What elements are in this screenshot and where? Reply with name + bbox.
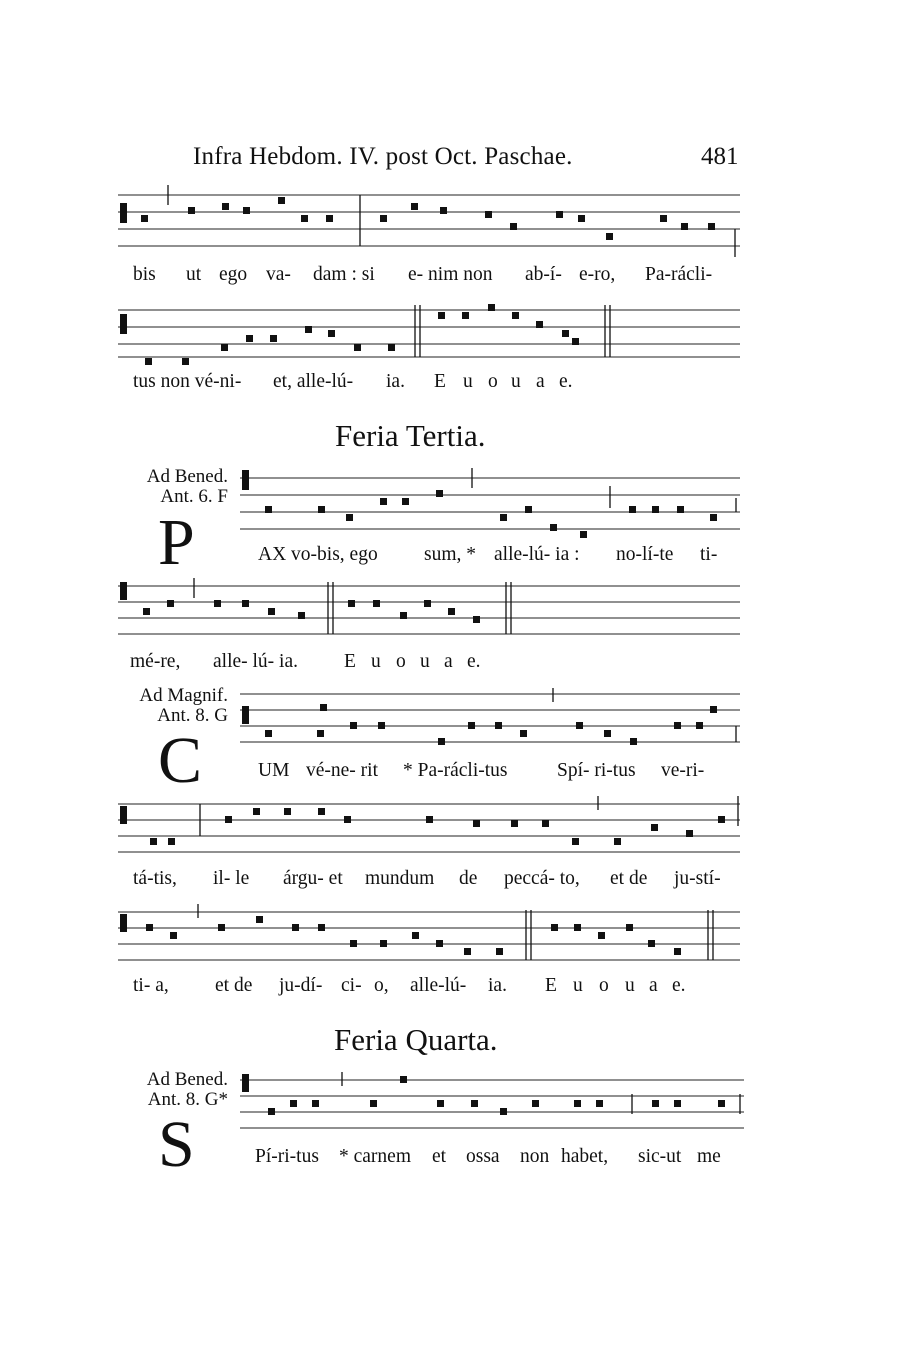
syllable: mé-re, [130, 651, 181, 672]
syllable: ia. [386, 371, 405, 392]
syllable: UM [258, 760, 290, 781]
syllable: a [536, 371, 545, 392]
syllable: va- [266, 264, 291, 285]
syllable: tus non vé-ni- [133, 371, 242, 392]
syllable: et, alle-lú- [273, 371, 354, 392]
chant-staff [118, 185, 740, 257]
syllable: et de [610, 868, 648, 889]
syllable: u [420, 651, 430, 672]
office-label: Ad Magnif. [139, 685, 228, 706]
syllable: no-lí-te [616, 544, 674, 565]
syllable: a [444, 651, 453, 672]
syllable: et [432, 1146, 447, 1167]
syllable: * Pa-rácli-tus [403, 760, 508, 781]
initial-letter: P [158, 506, 195, 579]
chant-staff [118, 300, 740, 372]
syllable: ego [219, 264, 248, 285]
syllable: et de [215, 975, 253, 996]
syllable: Pí-ri-tus [255, 1146, 319, 1167]
syllable: mundum [365, 868, 435, 889]
syllable: non [520, 1146, 550, 1167]
syllable: e. [672, 975, 686, 996]
chant-staff [118, 796, 740, 860]
syllable: ci- [341, 975, 362, 996]
syllable: o, [374, 975, 389, 996]
syllable: a [649, 975, 658, 996]
antiphon-label [118, 1070, 228, 1110]
syllable: sum, * [424, 544, 477, 565]
syllable: u [625, 975, 635, 996]
section-title: Feria Tertia. [335, 418, 486, 453]
mode-label: Ant. 8. G [157, 705, 228, 726]
chant-staff [240, 468, 740, 540]
syllable: o [488, 371, 498, 392]
syllable: AX vo-bis, ego [258, 544, 378, 565]
initial-letter: C [158, 724, 203, 797]
syllable: o [599, 975, 609, 996]
syllable: ti- a, [133, 975, 169, 996]
antiphon-label [118, 467, 228, 507]
syllable: peccá- to, [504, 868, 580, 889]
page-number: 481 [701, 143, 739, 170]
office-label: Ad Bened. [146, 1069, 228, 1090]
syllable: habet, [561, 1146, 609, 1167]
chant-staff [118, 904, 740, 964]
syllable: vé-ne- rit [306, 760, 379, 781]
syllable: ia. [488, 975, 507, 996]
chant-staff [118, 578, 740, 638]
office-label: Ad Bened. [146, 466, 228, 487]
syllable: tá-tis, [133, 868, 177, 889]
syllable: E [545, 975, 557, 996]
mode-label: Ant. 8. G* [147, 1089, 228, 1110]
syllable: u [511, 371, 521, 392]
syllable: ab-í- [525, 264, 562, 285]
syllable: ju-stí- [674, 868, 721, 889]
syllable: me [697, 1146, 721, 1167]
syllable: Spí- ri-tus [557, 760, 636, 781]
syllable: il- le [213, 868, 250, 889]
syllable: alle-lú- [410, 975, 467, 996]
syllable: dam : si [313, 264, 375, 285]
syllable: Pa-rácli- [645, 264, 713, 285]
syllable: * carnem [339, 1146, 412, 1167]
syllable: o [396, 651, 406, 672]
syllable: u [371, 651, 381, 672]
syllable: E [344, 651, 356, 672]
syllable: u [463, 371, 473, 392]
syllable: alle- lú- ia. [213, 651, 298, 672]
syllable: sic-ut [638, 1146, 682, 1167]
syllable: u [573, 975, 583, 996]
syllable: de [459, 868, 478, 889]
initial-letter: S [158, 1108, 195, 1181]
syllable: ut [186, 264, 202, 285]
syllable: ossa [466, 1146, 500, 1167]
syllable: alle-lú- ia : [494, 544, 580, 565]
syllable: e. [467, 651, 481, 672]
chant-staff [240, 1072, 744, 1134]
syllable: e- nim non [408, 264, 493, 285]
mode-label: Ant. 6. F [160, 486, 228, 507]
syllable: ti- [700, 544, 718, 565]
chant-staff [240, 688, 740, 748]
antiphon-label [118, 686, 228, 726]
syllable: e. [559, 371, 573, 392]
running-header: Infra Hebdom. IV. post Oct. Paschae. [193, 143, 573, 170]
syllable: ve-ri- [661, 760, 705, 781]
syllable: árgu- et [283, 868, 343, 889]
syllable: ju-dí- [279, 975, 323, 996]
section-title: Feria Quarta. [334, 1022, 498, 1057]
syllable: E [434, 371, 446, 392]
syllable: e-ro, [579, 264, 616, 285]
syllable: bis [133, 264, 156, 285]
